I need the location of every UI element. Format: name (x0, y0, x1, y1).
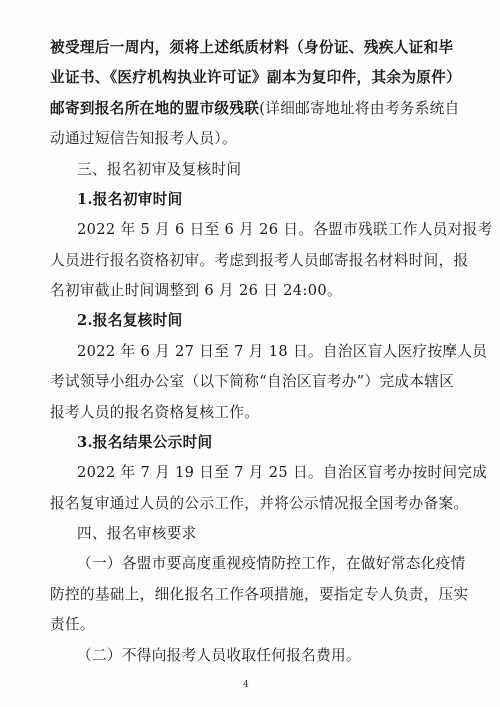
paragraph-line: 人员进行报名资格初审。考虑到报考人员邮寄报名材料时间，报 (50, 251, 469, 269)
paragraph-line: 动通过短信告知报考人员）。 (50, 130, 237, 148)
paragraph-line: 名初审截止时间调整到 6 月 26 日 24:00。 (50, 282, 342, 300)
subsection-heading: 1.报名初审时间 (77, 190, 183, 208)
paragraph-line: 报考人员的报名资格复核工作。 (50, 403, 260, 421)
paragraph-line: （二）不得向报考人员收取任何报名费用。 (77, 646, 361, 664)
paragraph-line: 2022 年 5 月 6 日至 6 月 26 日。各盟市残联工作人员对报考 (77, 221, 493, 239)
section-heading: 三、报名初审及复核时间 (77, 160, 242, 178)
paragraph-line-normal-part: (详细邮寄地址将由考务系统自 (259, 99, 460, 117)
paragraph-line: 被受理后一周内，须将上述纸质材料（身份证、残疾人证和毕 (50, 39, 454, 56)
paragraph-line (50, 99, 460, 119)
paragraph-line: 考试领导小组办公室（以下简称“自治区盲考办”）完成本辖区 (50, 373, 455, 391)
page-number: 4 (243, 680, 249, 690)
paragraph-line-bold-part: 邮寄到报名所在地的盟市级残联 (50, 99, 260, 117)
section-heading: 四、报名审核要求 (77, 525, 197, 543)
paragraph-line: 2022 年 7 月 19 日至 7 月 25 日。自治区盲考办按时间完成 (77, 464, 488, 482)
paragraph-line: 2022 年 6 月 27 日至 7 月 18 日。自治区盲人医疗按摩人员 (77, 342, 488, 360)
paragraph-line: 报名复审通过人员的公示工作，并将公示情况报全国考办备案。 (50, 494, 469, 512)
subsection-heading: 2.报名复核时间 (77, 312, 183, 330)
paragraph-line: 业证书、《医疗机构执业许可证》副本为复印件，其余为原件） (50, 69, 462, 87)
paragraph-line: （一）各盟市要高度重视疫情防控工作，在做好常态化疫情 (77, 555, 466, 573)
paragraph-line: 防控的基础上，细化报名工作各项措施，要指定专人负责，压实 (50, 585, 469, 603)
subsection-heading: 3.报名结果公示时间 (77, 433, 213, 451)
paragraph-line: 责任。 (50, 616, 95, 634)
